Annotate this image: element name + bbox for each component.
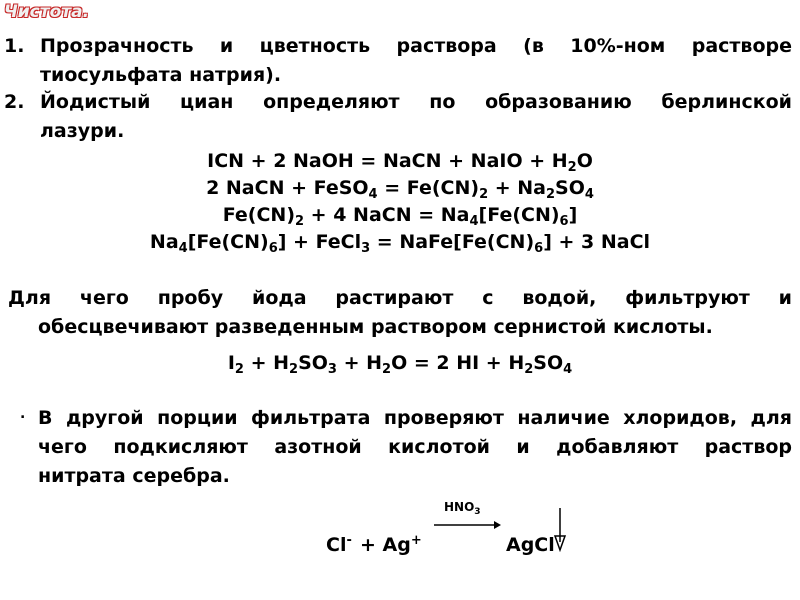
paragraph-2-line-2: чего подкисляют азотной кислотой и добавляют раствор	[38, 436, 792, 458]
reactant-chloride: Cl-	[326, 533, 352, 556]
equation-3: $Fe(CN)_2 + 4$ NaCN = $Na_4[Fe(CN)_6]$	[222, 204, 578, 229]
item-2	[40, 88, 792, 146]
item-2-line-1: Йодистый циан определяют по образованию берлинской	[40, 91, 792, 113]
section-heading: Чистота.	[4, 2, 90, 22]
item-1-line-2: тиосульфата натрия).	[40, 64, 282, 86]
equation-5: $I_2 + H_2SO_3 + H_2O = 2$ HI + $H_2SO_4$	[227, 352, 573, 377]
paragraph-2-bullet: .	[20, 406, 26, 422]
paragraph-2-line-3: нитрата серебра.	[38, 465, 230, 487]
item-2-line-2: лазури.	[40, 120, 125, 142]
reactant-silver: + Ag+	[360, 533, 422, 556]
item-1-line-1: Прозрачность и цветность раствора (в 10%-ном растворе	[40, 35, 792, 57]
reaction-arrow-icon	[432, 518, 502, 532]
paragraph-2	[38, 404, 792, 491]
equation-4: $Na_4[Fe(CN)_6]$ + FeCl$_3$ = $NaFe[Fe(CN)_6] + 3$ NaCl	[149, 231, 651, 256]
paragraph-2-line-1: В другой порции фильтрата проверяют наличие хлоридов, для	[38, 407, 792, 429]
item-1	[40, 32, 792, 90]
precipitate-arrow-icon	[553, 506, 569, 552]
paragraph-1-line-2: обесцвечивают разведенным раствором сернистой кислоты.	[38, 316, 713, 338]
equation-1: ICN + 2 NaOH = NaCN + NaIO + $H_2O$	[207, 150, 593, 175]
product-silver-chloride: AgCl	[506, 534, 555, 556]
equation-2: 2 NaCN + FeSO$_4$ = $Fe(CN)_2 + Na_2SO_4$	[206, 177, 594, 202]
paragraph-1-line-1: Для чего пробу йода растирают с водой, фильтруют и	[8, 287, 792, 309]
reagent-label: $HNO_3$	[444, 500, 481, 517]
paragraph-1	[8, 284, 792, 342]
item-number-2: 2.	[4, 91, 25, 113]
item-number-1: 1.	[4, 35, 25, 57]
